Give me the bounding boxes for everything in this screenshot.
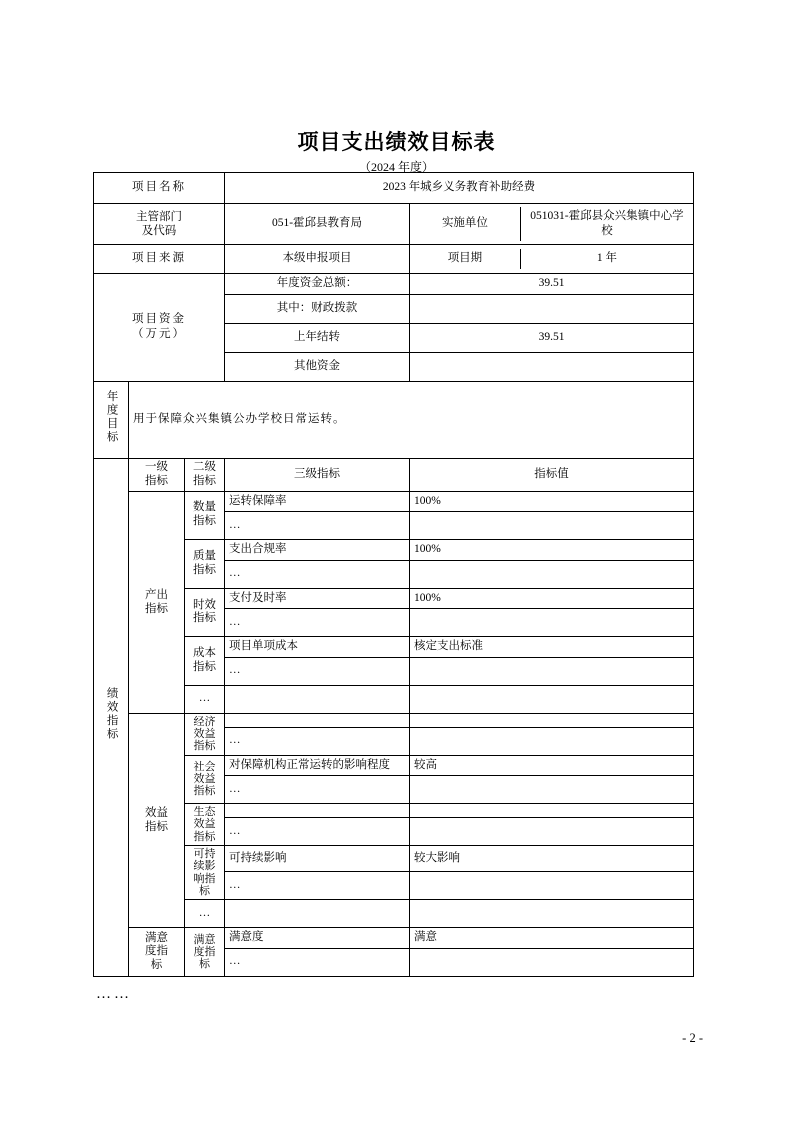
indicator-value: 100% <box>410 491 694 512</box>
performance-label-text: 绩效指标 <box>105 687 118 742</box>
table-row-year-target <box>94 381 694 458</box>
level3-indicator: … <box>225 872 410 900</box>
project-name-label: 项目名称 <box>94 173 225 204</box>
level1-output: 产出 指标 <box>129 491 185 713</box>
implementation-unit-value: 051031-霍邱县众兴集镇中心学校 <box>530 210 684 237</box>
level3-indicator: … <box>225 817 410 845</box>
level3-indicator <box>225 685 410 713</box>
implementation-unit-label: 实施单位 <box>410 207 520 241</box>
level2-sustainable-impact: 可持 续影 响指 标 <box>185 845 225 899</box>
indicator-value <box>410 713 694 727</box>
page-number: - 2 - <box>682 1031 703 1045</box>
year-target-label <box>94 381 129 458</box>
level3-indicator: 支出合规率 <box>225 540 410 561</box>
indicator-value <box>410 512 694 540</box>
performance-target-table <box>93 172 694 977</box>
year-target-label-text: 年度目标 <box>105 389 118 444</box>
table-row-department <box>94 204 694 245</box>
indicator-value <box>410 685 694 713</box>
funds-row-name: 其中：财政拨款 <box>225 294 410 323</box>
level3-indicator: 满意度 <box>225 928 410 949</box>
indicator-value <box>410 776 694 804</box>
table-row-indicator <box>94 713 694 727</box>
column-header-value: 指标值 <box>410 458 694 491</box>
project-period-label: 项目期 <box>410 249 520 269</box>
indicator-value <box>410 804 694 818</box>
funds-row-value <box>410 294 694 323</box>
table-row-indicator <box>94 928 694 949</box>
level2-social-benefit: 社会 效益 指标 <box>185 755 225 804</box>
funds-row-value <box>410 352 694 381</box>
level3-indicator: … <box>225 560 410 588</box>
level3-indicator <box>225 900 410 928</box>
level3-indicator: … <box>225 776 410 804</box>
project-period-cell <box>410 245 694 274</box>
indicator-value <box>410 817 694 845</box>
indicator-value: 100% <box>410 540 694 561</box>
funds-row-name: 上年结转 <box>225 323 410 352</box>
project-name-value: 2023 年城乡义务教育补助经费 <box>225 173 694 204</box>
indicator-value: 较大影响 <box>410 845 694 871</box>
level2-more: … <box>185 685 225 713</box>
project-source-value: 本级申报项目 <box>225 245 410 274</box>
funds-row-name: 年度资金总额： <box>225 274 410 295</box>
level3-indicator: 可持续影响 <box>225 845 410 871</box>
level1-benefit: 效益 指标 <box>129 713 185 928</box>
column-header-level3: 三级指标 <box>225 458 410 491</box>
project-source-label: 项目来源 <box>94 245 225 274</box>
level2-ecological-benefit: 生态 效益 指标 <box>185 804 225 846</box>
indicator-value <box>410 657 694 685</box>
table-row-funds-total <box>94 274 694 295</box>
table-row-performance-header <box>94 458 694 491</box>
funds-row-value: 39.51 <box>410 323 694 352</box>
page-title: 项目支出绩效目标表 <box>297 130 496 154</box>
level1-satisfaction: 满意 度指 标 <box>129 928 185 977</box>
column-header-level1: 一级 指标 <box>129 458 185 491</box>
level3-indicator: 项目单项成本 <box>225 637 410 658</box>
project-period-value: 1 年 <box>596 252 617 265</box>
level2-satisfaction: 满意 度指 标 <box>185 928 225 977</box>
table-row-source <box>94 245 694 274</box>
table-row-project-name <box>94 173 694 204</box>
indicator-value <box>410 727 694 755</box>
level3-indicator: … <box>225 609 410 637</box>
level2-timeliness: 时效 指标 <box>185 588 225 637</box>
level2-cost: 成本 指标 <box>185 637 225 686</box>
level3-indicator: 对保障机构正常运转的影响程度 <box>225 755 410 776</box>
funds-row-name: 其他资金 <box>225 352 410 381</box>
year-target-text: 用于保障众兴集镇公办学校日常运转。 <box>129 381 694 458</box>
project-funds-label: 项目资金 （万元） <box>94 274 225 382</box>
level3-indicator: 运转保障率 <box>225 491 410 512</box>
indicator-value <box>410 872 694 900</box>
department-label: 主管部门 及代码 <box>94 204 225 245</box>
table-row-indicator <box>94 491 694 512</box>
indicator-value <box>410 560 694 588</box>
indicator-value: 较高 <box>410 755 694 776</box>
indicator-value: 核定支出标准 <box>410 637 694 658</box>
level3-indicator: … <box>225 512 410 540</box>
level2-quality: 质量 指标 <box>185 540 225 589</box>
level3-indicator: … <box>225 727 410 755</box>
level2-quantity: 数量 指标 <box>185 491 225 540</box>
column-header-level2: 二级 指标 <box>185 458 225 491</box>
indicator-value: 满意 <box>410 928 694 949</box>
indicator-value <box>410 948 694 976</box>
indicator-value: 100% <box>410 588 694 609</box>
level3-indicator: 支付及时率 <box>225 588 410 609</box>
page-subtitle: （2024 年度） <box>358 160 434 174</box>
implementation-unit-cell <box>410 204 694 245</box>
department-value: 051-霍邱县教育局 <box>225 204 410 245</box>
level3-indicator: … <box>225 657 410 685</box>
trailing-dots: …… <box>96 986 132 1002</box>
level3-indicator <box>225 804 410 818</box>
indicator-value <box>410 609 694 637</box>
level3-indicator <box>225 713 410 727</box>
funds-row-value: 39.51 <box>410 274 694 295</box>
indicator-value <box>410 900 694 928</box>
level3-indicator: … <box>225 948 410 976</box>
level2-economic-benefit: 经济 效益 指标 <box>185 713 225 755</box>
level2-more: … <box>185 900 225 928</box>
performance-label <box>94 458 129 976</box>
